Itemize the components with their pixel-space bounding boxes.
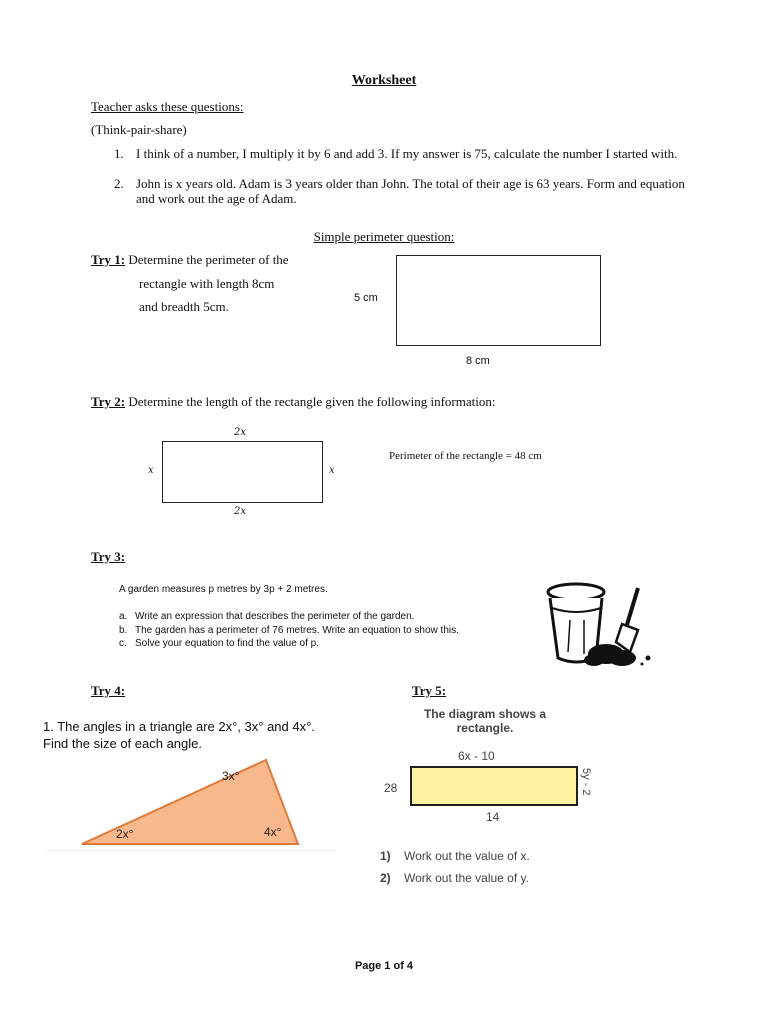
try2-line <box>91 394 495 410</box>
try4-angle-top: 3x° <box>222 769 240 783</box>
try2-perimeter-text: Perimeter of the rectangle = 48 cm <box>389 450 542 462</box>
page-title: Worksheet <box>351 73 417 88</box>
try5-label-text: Try 5: <box>412 683 447 698</box>
try5-q1 <box>380 849 530 863</box>
try1-side-label: 5 cm <box>354 292 378 304</box>
try1-text: Determine the perimeter of the <box>128 252 289 267</box>
try5-bottom-label: 14 <box>486 810 500 824</box>
try5-top-label: 6x - 10 <box>458 749 495 763</box>
try2-rectangle <box>162 441 323 503</box>
try5-left-label: 28 <box>384 781 398 795</box>
try1-line1 <box>91 252 289 268</box>
try5-q2 <box>380 871 529 885</box>
try1-label: Try 1: <box>91 252 126 267</box>
page-footer: Page 1 of 4 <box>354 960 414 972</box>
question-2 <box>114 176 694 206</box>
try2-left-label: x <box>148 465 154 476</box>
item-marker: b. <box>119 625 128 636</box>
try1-rectangle <box>396 255 601 346</box>
item-marker: c. <box>119 638 127 649</box>
try2-right-label: x <box>329 465 335 476</box>
try3-item-c <box>119 638 539 652</box>
try3-label <box>91 549 125 565</box>
try3-label-text: Try 3: <box>91 549 126 564</box>
try5-heading <box>380 707 590 735</box>
try4-triangle-diagram <box>76 754 306 850</box>
item-text: The garden has a perimeter of 76 metres. Write an equation to show this. <box>135 625 459 636</box>
question-text: John is x years old. Adam is 3 years older than John. The total of their age is 63 years. Form and equation and work out the age of Adam. <box>136 176 685 206</box>
item-text: Solve your equation to find the value of p. <box>135 638 320 649</box>
try4-label <box>91 683 125 699</box>
teacher-heading: Teacher asks these questions: <box>91 99 244 114</box>
flower-pot-trowel-icon <box>544 580 656 670</box>
try5-heading-line1: The diagram shows a <box>423 707 547 721</box>
question-number: 2. <box>114 176 124 191</box>
try5-heading-line2: rectangle. <box>456 721 514 735</box>
try2-text: Determine the length of the rectangle given the following information: <box>128 394 496 409</box>
try4-angle-left: 2x° <box>116 827 134 841</box>
try1-line2: rectangle with length 8cm <box>139 276 275 291</box>
try3-item-a <box>119 611 539 625</box>
question-number: 1. <box>114 146 124 161</box>
try5-q1-num: 1) <box>380 849 391 863</box>
try4-angle-right: 4x° <box>264 825 282 839</box>
try5-label <box>412 683 446 699</box>
try5-rectangle <box>410 766 578 806</box>
try5-right-label: 5y - 2 <box>580 768 592 796</box>
try2-bottom-label: 2x <box>234 506 247 517</box>
try1-bottom-label: 8 cm <box>466 355 490 367</box>
try5-q1-text: Work out the value of x. <box>404 849 530 863</box>
question-text: I think of a number, I multiply it by 6 and add 3. If my answer is 75, calculate the number I started with. <box>136 146 678 161</box>
think-pair-share: (Think-pair-share) <box>91 122 187 137</box>
item-marker: a. <box>119 611 128 622</box>
try2-top-label: 2x <box>234 427 247 438</box>
item-text: Write an expression that describes the perimeter of the garden. <box>135 611 415 622</box>
try3-intro: A garden measures p metres by 3p + 2 metres. <box>119 584 328 595</box>
question-1 <box>114 146 694 176</box>
try4-label-text: Try 4: <box>91 683 126 698</box>
divider <box>46 850 336 851</box>
simple-perimeter-heading: Simple perimeter question: <box>313 229 455 244</box>
try1-line3: and breadth 5cm. <box>139 299 229 314</box>
try5-q2-num: 2) <box>380 871 391 885</box>
try5-q2-text: Work out the value of y. <box>404 871 529 885</box>
try3-item-b <box>119 625 539 639</box>
try4-question-text: 1. The angles in a triangle are 2x°, 3x° and 4x°. Find the size of each angle. <box>43 719 315 751</box>
try2-label: Try 2: <box>91 394 126 409</box>
